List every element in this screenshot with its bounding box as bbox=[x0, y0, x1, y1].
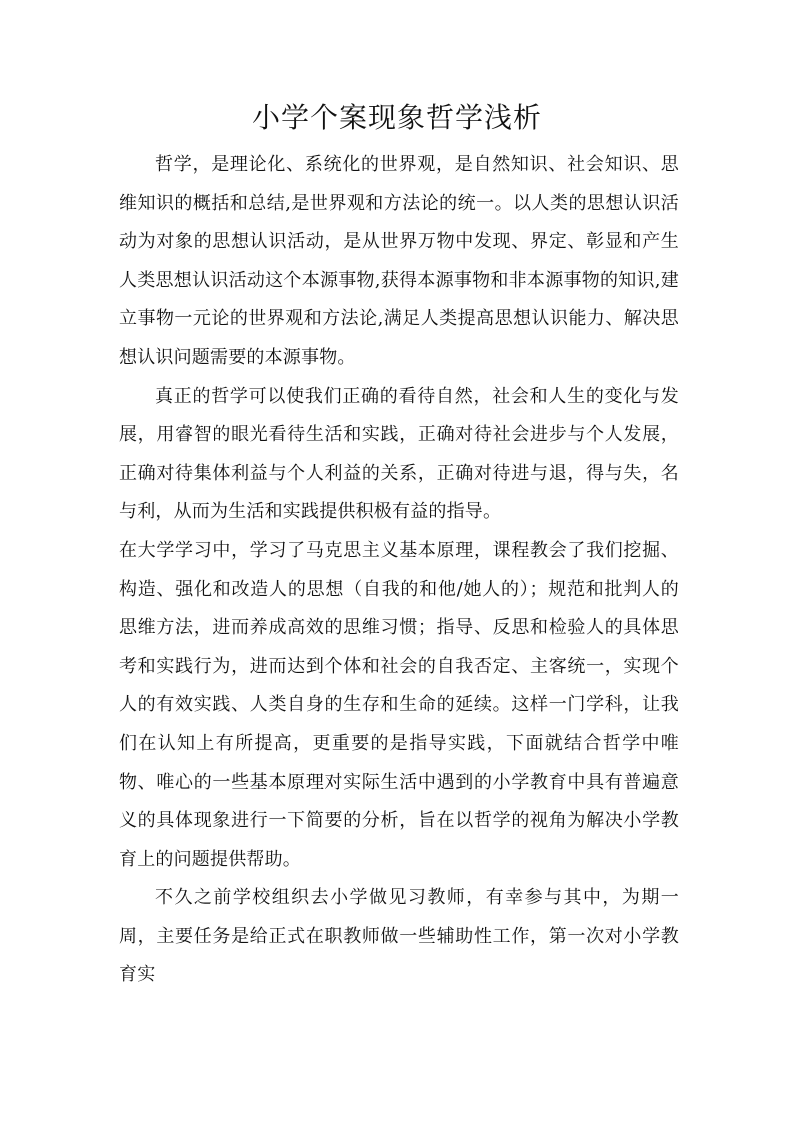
paragraph-university-study: 在大学学习中，学习了马克思主义基本原理，课程教会了我们挖掘、构造、强化和改造人的思想（自我的和他/她人的）；规范和批判人的思维方法，进而养成高效的思维习惯；指导、反思和检验人的具体思考和实践行为，进而达到个体和社会的自我否定、主客统一，实现个人的有效实践、人类自身的生存和生命的延续。这样一门学科，让我们在认知上有所提高，更重要的是指导实践，下面就结合哲学中唯物、唯心的一些基本原理对实际生活中遇到的小学教育中具有普遍意义的具体现象进行一下简要的分析，旨在以哲学的视角为解决小学教育上的问题提供帮助。 bbox=[119, 539, 679, 870]
paragraph-internship: 不久之前学校组织去小学做见习教师，有幸参与其中，为期一周，主要任务是给正式在职教师做一些辅助性工作，第一次对小学教育实 bbox=[119, 887, 679, 986]
paragraph-philosophy-definition: 哲学，是理论化、系统化的世界观，是自然知识、社会知识、思维知识的概括和总结,是世界观和方法论的统一。以人类的思想认识活动为对象的思想认识活动，是从世界万物中发现、界定、彰显和产生人类思想认识活动这个本源事物,获得本源事物和非本源事物的知识,建立事物一元论的世界观和方法论,满足人类提高思想认识能力、解决思想认识问题需要的本源事物。 bbox=[119, 154, 679, 368]
document-body bbox=[119, 146, 679, 995]
paragraph-true-philosophy: 真正的哲学可以使我们正确的看待自然，社会和人生的变化与发展，用睿智的眼光看待生活和实践，正确对待社会进步与个人发展，正确对待集体利益与个人利益的关系，正确对待进与退，得与失，名与利，从而为生活和实践提供积极有益的指导。 bbox=[119, 385, 679, 523]
document-title: 小学个案现象哲学浅析 bbox=[251, 101, 542, 134]
